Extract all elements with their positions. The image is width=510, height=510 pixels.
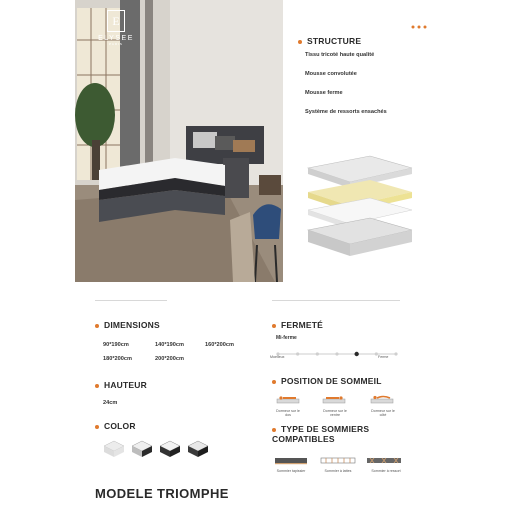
divider [95, 300, 167, 301]
sommier-item [272, 452, 310, 474]
firmness-step [316, 352, 319, 355]
structure-item: Mousse ferme [305, 90, 343, 96]
dimensions-title: DIMENSIONS [104, 320, 160, 330]
size-option: 140*190cm [155, 342, 184, 348]
brand-monogram-icon: E [107, 10, 125, 32]
orange-dot-icon [272, 324, 276, 328]
color-title-row [95, 421, 136, 431]
sleeper-back-icon [276, 395, 300, 405]
fermete-title: FERMETÉ [281, 320, 324, 330]
hauteur-value: 24cm [103, 400, 118, 406]
hauteur-title: HAUTEUR [104, 380, 147, 390]
orange-dot-icon [298, 40, 302, 44]
structure-item: Tissu tricoté haute qualité [305, 52, 375, 58]
sommiers-title: TYPE DE SOMMIERS COMPATIBLES [272, 424, 370, 444]
position-item [322, 392, 348, 418]
color-swatch[interactable] [160, 441, 180, 457]
firmness-max-label: Ferme [378, 355, 389, 359]
sommiers-title-row [272, 424, 402, 444]
mattress-layers-illustration [298, 150, 418, 275]
orange-dot-icon [272, 380, 276, 384]
fermete-value: Mi-ferme [276, 335, 297, 341]
slatted-base-icon [318, 457, 358, 465]
firmness-step [335, 352, 338, 355]
sommier-label: Sommier tapissier [276, 469, 306, 473]
firmness-step [296, 352, 299, 355]
structure-section [298, 36, 361, 46]
color-swatches [103, 438, 211, 465]
bedroom-photo [75, 0, 283, 282]
size-option: 200*200cm [155, 356, 184, 362]
divider [272, 300, 400, 301]
sommier-label: Sommier à lattes [324, 469, 352, 473]
size-option: 180*200cm [103, 356, 132, 362]
model-title: MODELE TRIOMPHE [95, 486, 229, 501]
brand-name: ELYSEE [98, 35, 134, 42]
position-item [370, 392, 396, 418]
sommier-item [318, 452, 358, 474]
firmness-min-label: Moelleux [270, 355, 285, 359]
position-label: Dormeur sur le côté [371, 409, 395, 417]
sommier-label: Sommier à ressort [371, 469, 401, 473]
sleeper-side-icon [370, 395, 394, 405]
fermete-title-row [272, 320, 323, 330]
position-title-row [272, 376, 382, 386]
sommier-item [364, 452, 408, 474]
color-swatch[interactable] [103, 438, 125, 460]
orange-dot-icon [95, 324, 99, 328]
orange-dot-icon [95, 425, 99, 429]
three-dots-icon[interactable] [411, 16, 427, 34]
color-swatch[interactable] [188, 441, 208, 457]
box-spring-icon [272, 457, 310, 465]
orange-dot-icon [272, 428, 276, 432]
dimensions-title-row [95, 320, 160, 330]
color-swatch[interactable] [132, 441, 152, 457]
hauteur-title-row [95, 380, 147, 390]
color-title: COLOR [104, 421, 136, 431]
firmness-step [394, 352, 397, 355]
brand-tagline: PARIS [109, 42, 123, 46]
position-title: POSITION DE SOMMEIL [281, 376, 382, 386]
position-label: Dormeur sur le ventre [323, 409, 347, 417]
structure-title: STRUCTURE [307, 36, 362, 46]
sleeper-stomach-icon [322, 395, 346, 405]
structure-item: Mousse convolutée [305, 71, 357, 77]
position-label: Dormeur sur le dos [276, 409, 300, 417]
size-option: 90*190cm [103, 342, 129, 348]
firmness-step-selected [354, 352, 358, 356]
orange-dot-icon [95, 384, 99, 388]
structure-item: Système de ressorts ensachés [305, 109, 387, 115]
size-option: 160*200cm [205, 342, 234, 348]
position-item [276, 392, 300, 418]
spring-base-icon [364, 457, 404, 465]
